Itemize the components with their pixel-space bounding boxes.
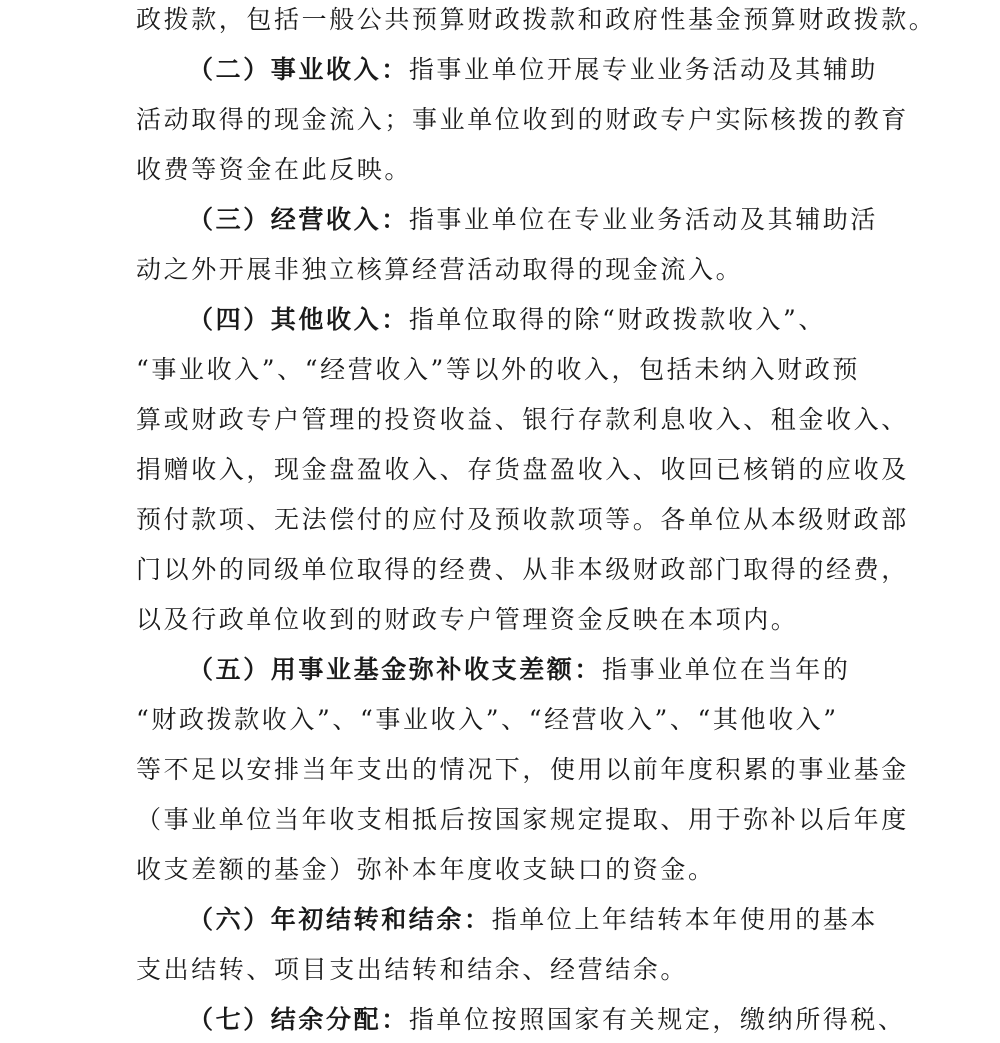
text-line: “财政拨款收入”、“事业收入”、“经营收入”、“其他收入” xyxy=(136,705,839,734)
text-line: 支出结转、项目支出结转和结余、经营结余。 xyxy=(136,955,689,984)
paragraph-first-line: （四）其他收入：指单位取得的除“财政拨款收入”、 xyxy=(188,305,826,334)
text-line: 算或财政专户管理的投资收益、银行存款利息收入、租金收入、 xyxy=(136,405,909,434)
text-line: 以及行政单位收到的财政专户管理资金反映在本项内。 xyxy=(136,605,799,634)
paragraph-first-line: （六）年初结转和结余：指单位上年结转本年使用的基本 xyxy=(188,905,879,934)
text-line: 收支差额的基金）弥补本年度收支缺口的资金。 xyxy=(136,855,716,884)
text-line: “事业收入”、“经营收入”等以外的收入，包括未纳入财政预 xyxy=(136,355,860,384)
text-line: 预付款项、无法偿付的应付及预收款项等。各单位从本级财政部 xyxy=(136,505,909,534)
text-line: 等不足以安排当年支出的情况下，使用以前年度积累的事业基金 xyxy=(136,755,909,784)
section-heading: （五）用事业基金弥补收支差额： xyxy=(188,655,603,684)
paragraph-first-line: （三）经营收入：指事业单位在专业业务活动及其辅助活 xyxy=(188,205,879,234)
paragraph-first-line: （七）结余分配：指单位按照国家有关规定，缴纳所得税、 xyxy=(188,1005,906,1034)
paragraph-first-line: （五）用事业基金弥补收支差额：指事业单位在当年的 xyxy=(188,655,851,684)
section-heading: （三）经营收入： xyxy=(188,205,409,234)
section-heading: （七）结余分配： xyxy=(188,1005,409,1034)
paragraph-first-line: （二）事业收入：指事业单位开展专业业务活动及其辅助 xyxy=(188,55,879,84)
text-line: （事业单位当年收支相抵后按国家规定提取、用于弥补以后年度 xyxy=(136,805,909,834)
text-line: 政拨款，包括一般公共预算财政拨款和政府性基金预算财政拨款。 xyxy=(136,5,937,34)
text-line: 门以外的同级单位取得的经费、从非本级财政部门取得的经费， xyxy=(136,555,909,584)
text-line: 活动取得的现金流入；事业单位收到的财政专户实际核拨的教育 xyxy=(136,105,909,134)
section-heading: （四）其他收入： xyxy=(188,305,409,334)
section-heading: （二）事业收入： xyxy=(188,55,409,84)
text-line: 动之外开展非独立核算经营活动取得的现金流入。 xyxy=(136,255,744,284)
text-line: 捐赠收入，现金盘盈收入、存货盘盈收入、收回已核销的应收及 xyxy=(136,455,909,484)
section-heading: （六）年初结转和结余： xyxy=(188,905,492,934)
text-line: 收费等资金在此反映。 xyxy=(136,155,413,184)
